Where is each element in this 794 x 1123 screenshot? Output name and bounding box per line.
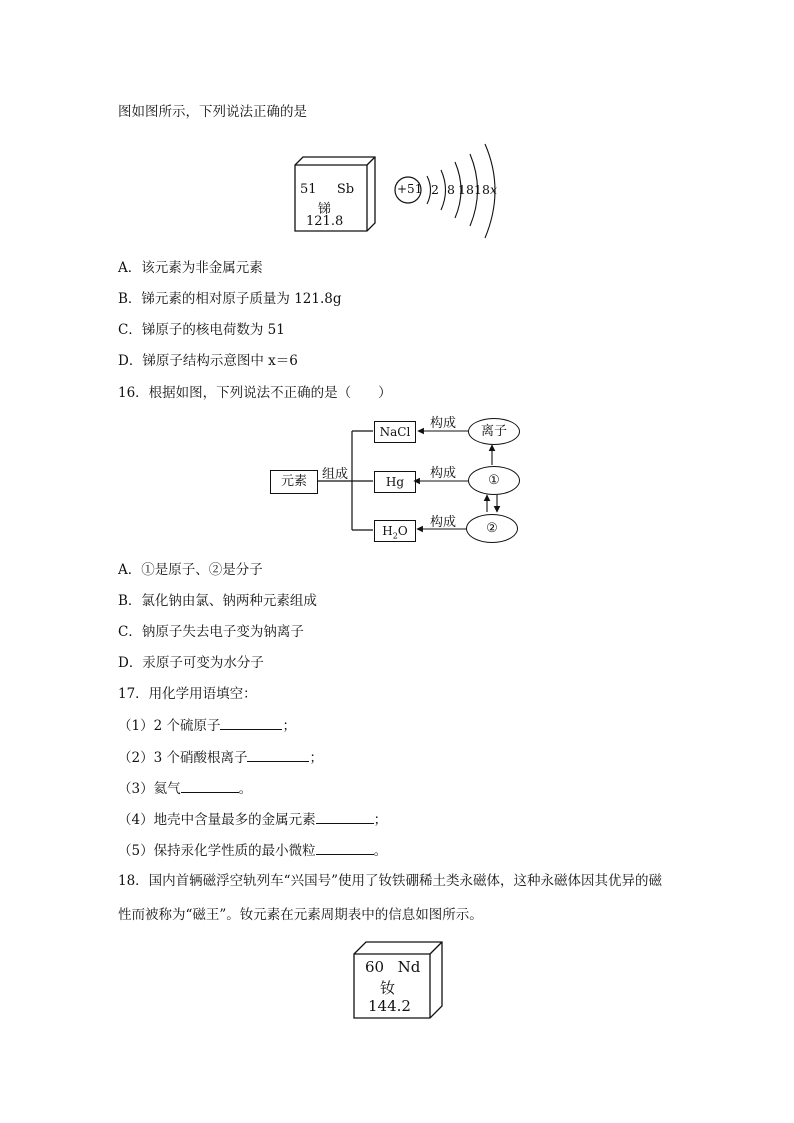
q15-option-a: A．该元素为非金属元素 bbox=[118, 260, 263, 276]
label-form-3: 构成 bbox=[430, 515, 457, 530]
q15-option-d: D．锑原子结构示意图中 x＝6 bbox=[118, 353, 298, 369]
sb-shell-2: 8 bbox=[447, 182, 455, 197]
sb-number: 51 bbox=[300, 182, 317, 197]
q15-option-c: C．锑原子的核电荷数为 51 bbox=[118, 322, 285, 338]
nd-symbol: Nd bbox=[397, 958, 421, 976]
h2o-h: H bbox=[382, 524, 393, 538]
ellipse-1: ① bbox=[468, 466, 520, 495]
sb-mass: 121.8 bbox=[306, 214, 344, 229]
q16-stem: 16．根据如图，下列说法不正确的是（ ） bbox=[118, 385, 392, 401]
box-hg: Hg bbox=[374, 471, 416, 493]
q17-blank-3[interactable] bbox=[181, 778, 239, 793]
box-h2o bbox=[374, 520, 416, 542]
ellipse-2: ② bbox=[466, 514, 518, 543]
h2o-sub: 2 bbox=[392, 531, 398, 541]
sb-shell-5: x bbox=[490, 182, 498, 197]
nd-name: 钕 bbox=[380, 979, 396, 997]
q17-item-3: （3）氦气 。 bbox=[118, 778, 252, 799]
box-element: 元素 bbox=[270, 470, 318, 494]
q17-blank-5[interactable] bbox=[316, 840, 374, 855]
box-nacl: NaCl bbox=[374, 421, 416, 443]
label-form-1: 构成 bbox=[430, 416, 457, 431]
sb-shell-4: 18 bbox=[474, 182, 490, 197]
q17-item-4: （4）地壳中含量最多的金属元素 ； bbox=[118, 809, 387, 830]
q17-blank-4[interactable] bbox=[316, 809, 374, 824]
q17-blank-1[interactable] bbox=[220, 715, 282, 730]
q17-item-1: （1）2 个硫原子 ； bbox=[118, 715, 296, 736]
q17-item-2: （2）3 个硝酸根离子 ； bbox=[118, 747, 323, 768]
sb-nucleus: +51 bbox=[397, 182, 423, 196]
sb-symbol: Sb bbox=[336, 182, 355, 197]
sb-shell-3: 18 bbox=[458, 182, 474, 197]
q16-option-b: B．氯化钠由氯、钠两种元素组成 bbox=[118, 593, 317, 609]
nd-mass: 144.2 bbox=[368, 997, 411, 1015]
h2o-o: O bbox=[397, 524, 408, 538]
sb-name: 锑 bbox=[318, 202, 332, 217]
q18-line-1: 18．国内首辆磁浮空轨列车“兴国号”使用了钕铁硼稀土类永磁体，这种永磁体因其优异的磁 bbox=[118, 873, 662, 889]
q17-item-5: （5）保持汞化学性质的最小微粒 。 bbox=[118, 840, 387, 861]
q16-option-c: C．钠原子失去电子变为钠离子 bbox=[118, 624, 304, 640]
nd-number: 60 bbox=[365, 958, 385, 976]
ellipse-ion: 离子 bbox=[468, 418, 520, 445]
label-form-2: 构成 bbox=[430, 466, 457, 481]
sb-shell-1: 2 bbox=[431, 182, 439, 197]
q16-option-a: A．①是原子、②是分子 bbox=[118, 562, 263, 578]
q16-option-d: D．汞原子可变为水分子 bbox=[118, 655, 264, 671]
q15-intro: 图如图所示，下列说法正确的是 bbox=[118, 104, 307, 120]
q17-stem: 17．用化学用语填空： bbox=[118, 686, 257, 702]
label-compose: 组成 bbox=[322, 467, 349, 482]
q18-line-2: 性而被称为“磁王”。钕元素在元素周期表中的信息如图所示。 bbox=[118, 907, 483, 923]
q15-option-b: B．锑元素的相对原子质量为 121.8g bbox=[118, 291, 342, 307]
q17-blank-2[interactable] bbox=[247, 747, 309, 762]
